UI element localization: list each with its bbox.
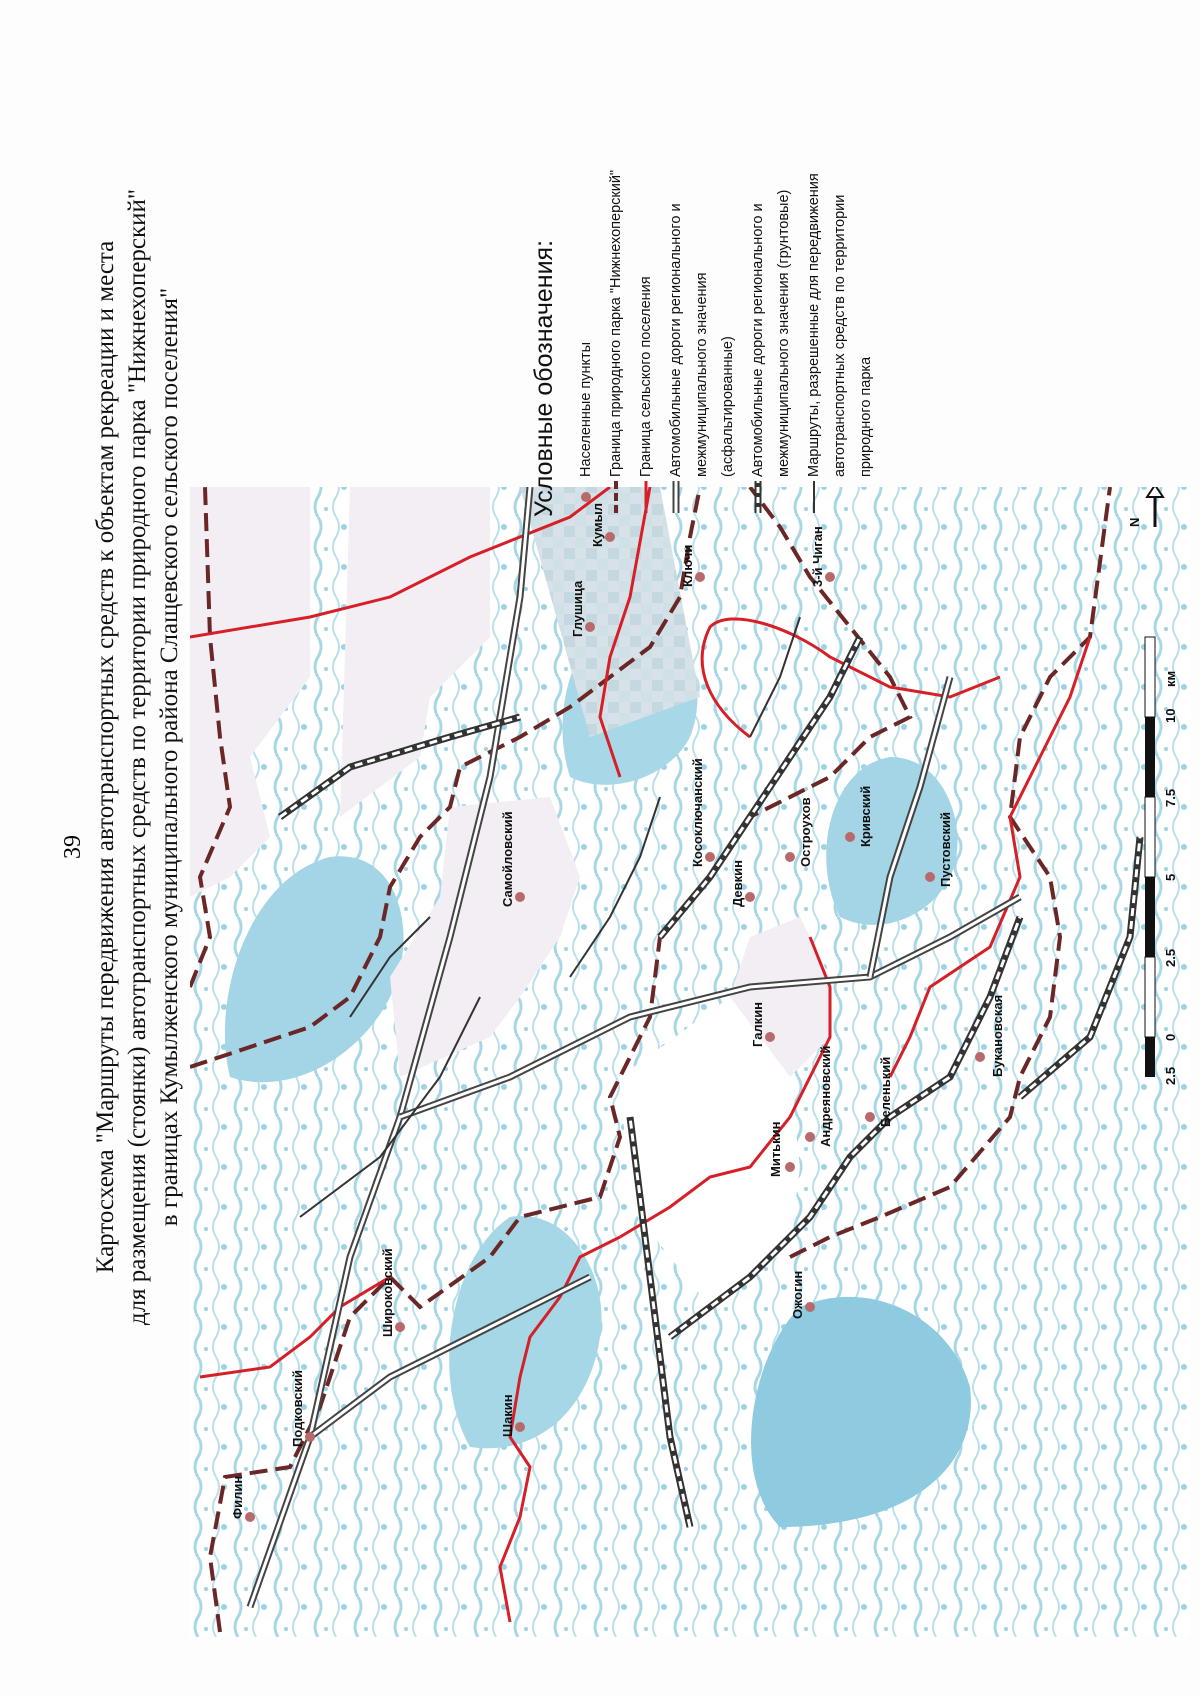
settlement-label-andreyanovsky: Андреяновский [818,1045,833,1147]
settlement-label-filin: Филин [230,1475,245,1519]
settlement-dot-devkin [745,892,755,902]
legend [530,7,883,517]
north-label: N [1127,517,1142,527]
settlement-dot-shakin [515,1422,525,1432]
settlement-dot-klyuchi [695,572,705,582]
settlement-label-galkin: Галкин [750,1001,765,1047]
settlement-label-3-chigan: 3-й Чиган [810,526,825,587]
settlement-dot-bukanovskaya [975,1052,985,1062]
settlement-dot-samoylovsky [515,892,525,902]
map [190,487,1190,1637]
settlement-label-kumyl: Кумыл [590,503,605,547]
park-boundary-symbol-icon [606,479,626,515]
settlement-boundary-symbol-icon [636,479,656,515]
title-line-2: для размещения (стоянки) автотранспортных средств по территории природного парка "Нижнехоперский" [124,188,151,1326]
title-line-3: в границах Кумылженского муниципального района Слащевского сельского поселения" [156,287,183,1227]
legend-title: Условные обозначения: [530,239,558,517]
legend-label: Граница сельского поселения [638,276,654,477]
settlement-label-kosoklyuchansky: Косоключанский [690,758,705,867]
settlement-label-samoylovsky: Самойловский [500,811,515,907]
dirt-road-symbol-icon [748,479,768,515]
settlement-dot-belenky [865,1112,875,1122]
settlement-label-shirokovsky: Широковский [380,1248,395,1337]
settlement-dot-kosoklyuchansky [705,852,715,862]
settlement-label-podkovsky: Подковский [290,1369,305,1447]
settlement-label-bukanovskaya: Букановская [990,994,1005,1077]
legend-item-allowed-route [801,7,879,517]
allowed-route-symbol-icon [804,479,824,515]
title-line-1: Картосхема "Маршруты передвижения автотранспортных средств к объектам рекреации и места [92,240,119,1274]
settlement-dot-filin [245,1512,255,1522]
legend-item-settlement-boundary [633,7,659,517]
settlement-label-ozhogin: Ожогин [790,1270,805,1319]
legend-label: Населенные пункты [578,341,594,477]
scale-tick-label: 2.5 [1163,1066,1178,1085]
settlement-label-glushitsa: Глушица [570,580,585,637]
scale-tick-label: 2.5 [1163,948,1178,967]
settlement-dot-galkin [765,1032,775,1042]
scale-tick-label: 5 [1163,873,1178,881]
settlement-label-belenky: Беленький [878,1056,893,1127]
settlement-label-mitkin: Митькин [768,1121,783,1177]
settlement-dot-ozhogin [805,1302,815,1312]
legend-item-dirt-road [745,7,797,517]
settlement-label-ostroukhov: Остроухов [798,797,813,867]
page-number: 39 [60,835,86,859]
paved-road-symbol-icon [666,479,686,515]
scale-tick-label: 0 [1163,1033,1178,1041]
settlement-dot-kumyl [605,532,615,542]
settlement-dot-3-chigan [825,572,835,582]
legend-label: Маршруты, разрешенные для передвижения автотранспортных средств по территории природного парка [806,173,874,477]
scale-tick-label: 7.5 [1163,788,1178,807]
settlement-label-klyuchi: Ключи [680,544,695,587]
settlement-dot-andreyanovsky [805,1132,815,1142]
legend-item-settlement [573,7,599,517]
legend-label: Граница природного парка "Нижнехоперский" [608,169,624,477]
settlement-dot-krivsky [845,832,855,842]
scale-tick-label: 10 [1163,708,1178,723]
settlement-dot-shirokovsky [395,1322,405,1332]
settlement-dot-mitkin [785,1162,795,1172]
settlement-label-shakin: Шакин [500,1394,515,1437]
settlement-dot-pustovsky [925,872,935,882]
legend-item-paved-road [663,7,741,517]
legend-label: Автомобильные дороги регионального и межмуниципального значения (асфальтированные) [668,203,736,477]
settlement-label-devkin: Девкин [730,860,745,907]
settlement-symbol-icon [576,482,596,512]
settlement-label-pustovsky: Пустовский [938,811,953,887]
scale-unit-label: км [1163,670,1178,687]
settlement-dot-ostroukhov [785,852,795,862]
settlement-label-krivsky: Кривский [858,785,873,847]
settlement-dot-glushitsa [585,622,595,632]
legend-item-park-boundary [603,7,629,517]
legend-label: Автомобильные дороги регионального и межмуниципального значения (грунтовые) [750,189,792,477]
settlement-dot-podkovsky [305,1432,315,1442]
